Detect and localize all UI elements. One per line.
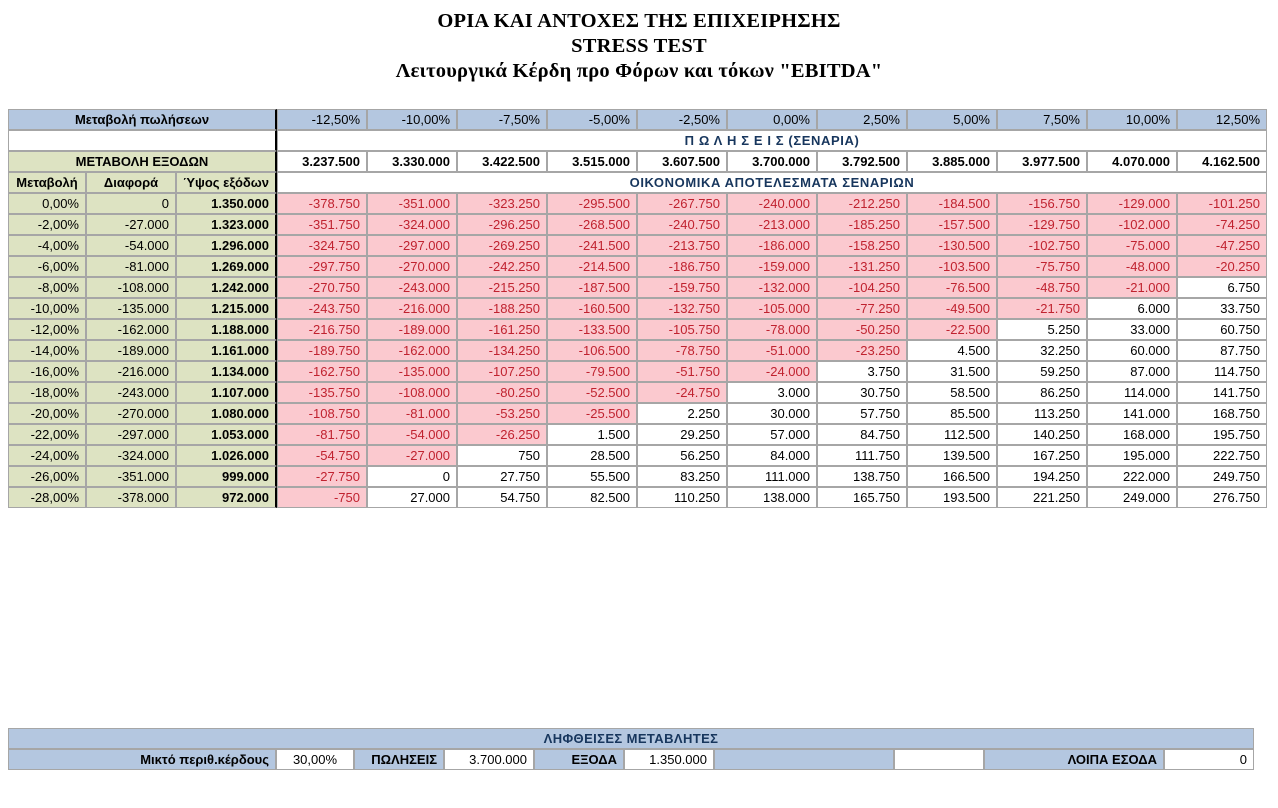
expense-change-header-row [8,151,1267,172]
title-line-1: ΟΡΙΑ ΚΑΙ ΑΝΤΟΧΕΣ ΤΗΣ ΕΠΙΧΕΙΡΗΣΗΣ [437,10,841,32]
variables-table-wrapper [8,728,1254,770]
result-cell-r1-c5: -213.000 [727,214,817,235]
result-cell-r11-c6: 84.750 [817,424,907,445]
result-cell-r3-c8: -75.750 [997,256,1087,277]
result-cell-r3-c6: -131.250 [817,256,907,277]
result-cell-r13-c2: 27.750 [457,466,547,487]
result-cell-r2-c8: -102.750 [997,235,1087,256]
result-cell-r14-c9: 249.000 [1087,487,1177,508]
table-row [8,382,1267,403]
result-cell-r8-c9: 87.000 [1087,361,1177,382]
result-cell-r5-c5: -105.000 [727,298,817,319]
result-cell-r1-c4: -240.750 [637,214,727,235]
result-cell-r9-c4: -24.750 [637,382,727,403]
result-cell-r13-c7: 166.500 [907,466,997,487]
table-row [8,256,1267,277]
result-cell-r12-c6: 111.750 [817,445,907,466]
result-cell-r10-c0: -108.750 [277,403,367,424]
result-cell-r2-c5: -186.000 [727,235,817,256]
table-row [8,424,1267,445]
row-change-5: -10,00% [8,298,86,319]
result-cell-r3-c10: -20.250 [1177,256,1267,277]
table-row [8,361,1267,382]
result-cell-r3-c9: -48.000 [1087,256,1177,277]
row-diff-11: -297.000 [86,424,176,445]
result-cell-r1-c0: -351.750 [277,214,367,235]
row-diff-13: -351.000 [86,466,176,487]
sales-change-pct-9: 10,00% [1087,109,1177,130]
result-cell-r9-c0: -135.750 [277,382,367,403]
result-cell-r3-c5: -159.000 [727,256,817,277]
result-cell-r14-c5: 138.000 [727,487,817,508]
row-expense-level-12: 1.026.000 [176,445,277,466]
result-cell-r14-c1: 27.000 [367,487,457,508]
row-expense-level-2: 1.296.000 [176,235,277,256]
result-cell-r13-c1: 0 [367,466,457,487]
sales-change-pct-1: -10,00% [367,109,457,130]
title-line-3: Λειτουργικά Κέρδη προ Φόρων και τόκων "EBITDA" [395,60,883,82]
result-cell-r8-c3: -79.500 [547,361,637,382]
col-label-diff: Διαφορά [86,172,176,193]
col-label-expense-level: Ύψος εξόδων [176,172,277,193]
row-change-2: -4,00% [8,235,86,256]
row-expense-level-11: 1.053.000 [176,424,277,445]
row-change-11: -22,00% [8,424,86,445]
result-cell-r11-c7: 112.500 [907,424,997,445]
result-cell-r9-c3: -52.500 [547,382,637,403]
row-diff-0: 0 [86,193,176,214]
row-change-9: -18,00% [8,382,86,403]
result-cell-r7-c8: 32.250 [997,340,1087,361]
result-cell-r7-c6: -23.250 [817,340,907,361]
row-change-14: -28,00% [8,487,86,508]
result-cell-r8-c8: 59.250 [997,361,1087,382]
result-cell-r7-c2: -134.250 [457,340,547,361]
result-cell-r1-c7: -157.500 [907,214,997,235]
table-row [8,445,1267,466]
result-cell-r0-c2: -323.250 [457,193,547,214]
result-cell-r6-c0: -216.750 [277,319,367,340]
result-cell-r2-c0: -324.750 [277,235,367,256]
row-diff-3: -81.000 [86,256,176,277]
row-expense-level-0: 1.350.000 [176,193,277,214]
result-cell-r2-c7: -130.500 [907,235,997,256]
result-cell-r0-c4: -267.750 [637,193,727,214]
result-cell-r14-c3: 82.500 [547,487,637,508]
sales-change-pct-7: 5,00% [907,109,997,130]
row-expense-level-14: 972.000 [176,487,277,508]
row-diff-4: -108.000 [86,277,176,298]
result-cell-r5-c2: -188.250 [457,298,547,319]
other-income-label: ΛΟΙΠΑ ΕΣΟΔΑ [984,749,1164,770]
result-cell-r5-c1: -216.000 [367,298,457,319]
result-cell-r4-c9: -21.000 [1087,277,1177,298]
result-cell-r11-c4: 29.250 [637,424,727,445]
sales-band-title: Π Ω Λ Η Σ Ε Ι Σ (ΣΕΝΑΡΙΑ) [277,130,1267,151]
result-cell-r6-c6: -50.250 [817,319,907,340]
sales-value[interactable]: 3.700.000 [444,749,534,770]
result-cell-r9-c2: -80.250 [457,382,547,403]
row-expense-level-4: 1.242.000 [176,277,277,298]
result-cell-r10-c4: 2.250 [637,403,727,424]
result-cell-r6-c8: 5.250 [997,319,1087,340]
result-cell-r7-c4: -78.750 [637,340,727,361]
result-cell-r5-c4: -132.750 [637,298,727,319]
sales-scenario-9: 4.070.000 [1087,151,1177,172]
result-cell-r4-c8: -48.750 [997,277,1087,298]
result-cell-r10-c1: -81.000 [367,403,457,424]
sales-scenario-2: 3.422.500 [457,151,547,172]
result-cell-r9-c1: -108.000 [367,382,457,403]
table-row [8,487,1267,508]
result-cell-r6-c5: -78.000 [727,319,817,340]
sales-change-pct-3: -5,00% [547,109,637,130]
row-change-0: 0,00% [8,193,86,214]
result-cell-r0-c10: -101.250 [1177,193,1267,214]
result-cell-r5-c10: 33.750 [1177,298,1267,319]
result-cell-r8-c10: 114.750 [1177,361,1267,382]
sales-band-row [8,130,1267,151]
result-cell-r12-c10: 222.750 [1177,445,1267,466]
result-cell-r4-c1: -243.000 [367,277,457,298]
result-cell-r4-c3: -187.500 [547,277,637,298]
result-cell-r3-c2: -242.250 [457,256,547,277]
result-cell-r13-c8: 194.250 [997,466,1087,487]
result-cell-r12-c8: 167.250 [997,445,1087,466]
result-cell-r9-c6: 30.750 [817,382,907,403]
table-row [8,193,1267,214]
row-diff-7: -189.000 [86,340,176,361]
result-cell-r4-c10: 6.750 [1177,277,1267,298]
row-diff-2: -54.000 [86,235,176,256]
result-cell-r7-c7: 4.500 [907,340,997,361]
sales-band-left-spacer [8,130,277,151]
result-cell-r4-c7: -76.500 [907,277,997,298]
result-cell-r13-c0: -27.750 [277,466,367,487]
result-cell-r12-c7: 139.500 [907,445,997,466]
result-cell-r1-c9: -102.000 [1087,214,1177,235]
result-cell-r2-c2: -269.250 [457,235,547,256]
result-cell-r0-c6: -212.250 [817,193,907,214]
row-change-13: -26,00% [8,466,86,487]
result-cell-r2-c3: -241.500 [547,235,637,256]
result-cell-r13-c4: 83.250 [637,466,727,487]
result-cell-r11-c10: 195.750 [1177,424,1267,445]
result-cell-r10-c5: 30.000 [727,403,817,424]
sales-change-pct-5: 0,00% [727,109,817,130]
row-expense-level-9: 1.107.000 [176,382,277,403]
result-cell-r0-c5: -240.000 [727,193,817,214]
sales-scenario-1: 3.330.000 [367,151,457,172]
result-cell-r6-c7: -22.500 [907,319,997,340]
result-cell-r8-c6: 3.750 [817,361,907,382]
result-cell-r11-c2: -26.250 [457,424,547,445]
result-cell-r8-c1: -135.000 [367,361,457,382]
result-cell-r2-c6: -158.250 [817,235,907,256]
result-cell-r6-c10: 60.750 [1177,319,1267,340]
row-diff-10: -270.000 [86,403,176,424]
variables-title: ΛΗΦΘΕΙΣΕΣ ΜΕΤΑΒΛΗΤΕΣ [8,728,1254,749]
result-cell-r11-c9: 168.000 [1087,424,1177,445]
result-cell-r12-c5: 84.000 [727,445,817,466]
result-cell-r6-c1: -189.000 [367,319,457,340]
sales-scenario-5: 3.700.000 [727,151,817,172]
result-cell-r2-c1: -297.000 [367,235,457,256]
result-cell-r0-c7: -184.500 [907,193,997,214]
result-cell-r1-c6: -185.250 [817,214,907,235]
row-expense-level-7: 1.161.000 [176,340,277,361]
row-diff-5: -135.000 [86,298,176,319]
result-cell-r7-c10: 87.750 [1177,340,1267,361]
result-cell-r10-c2: -53.250 [457,403,547,424]
result-cell-r14-c8: 221.250 [997,487,1087,508]
result-cell-r2-c10: -47.250 [1177,235,1267,256]
result-cell-r13-c6: 138.750 [817,466,907,487]
sales-change-pct-0: -12,50% [277,109,367,130]
sales-scenario-4: 3.607.500 [637,151,727,172]
row-diff-1: -27.000 [86,214,176,235]
sales-scenario-7: 3.885.000 [907,151,997,172]
result-cell-r3-c0: -297.750 [277,256,367,277]
result-cell-r12-c0: -54.750 [277,445,367,466]
result-cell-r12-c3: 28.500 [547,445,637,466]
row-change-7: -14,00% [8,340,86,361]
result-cell-r11-c5: 57.000 [727,424,817,445]
row-expense-level-5: 1.215.000 [176,298,277,319]
result-cell-r13-c5: 111.000 [727,466,817,487]
main-table-wrapper [8,109,1267,508]
sales-change-header-row [8,109,1267,130]
sales-change-pct-8: 7,50% [997,109,1087,130]
result-cell-r14-c4: 110.250 [637,487,727,508]
result-cell-r12-c2: 750 [457,445,547,466]
table-row [8,403,1267,424]
sales-label: ΠΩΛΗΣΕΙΣ [354,749,444,770]
table-row [8,319,1267,340]
result-cell-r7-c1: -162.000 [367,340,457,361]
result-cell-r5-c9: 6.000 [1087,298,1177,319]
table-row [8,466,1267,487]
sales-change-label: Μεταβολή πωλήσεων [8,109,277,130]
row-change-10: -20,00% [8,403,86,424]
result-cell-r7-c5: -51.000 [727,340,817,361]
result-cell-r7-c9: 60.000 [1087,340,1177,361]
result-cell-r3-c3: -214.500 [547,256,637,277]
table-row [8,277,1267,298]
result-cell-r14-c7: 193.500 [907,487,997,508]
sales-scenario-8: 3.977.500 [997,151,1087,172]
result-cell-r9-c8: 86.250 [997,382,1087,403]
result-cell-r10-c3: -25.500 [547,403,637,424]
sales-scenario-10: 4.162.500 [1177,151,1267,172]
result-cell-r4-c0: -270.750 [277,277,367,298]
result-cell-r14-c0: -750 [277,487,367,508]
result-cell-r4-c6: -104.250 [817,277,907,298]
table-row [8,298,1267,319]
row-expense-level-3: 1.269.000 [176,256,277,277]
result-cell-r12-c1: -27.000 [367,445,457,466]
result-cell-r11-c1: -54.000 [367,424,457,445]
sales-change-pct-6: 2,50% [817,109,907,130]
stress-test-table [8,109,1267,508]
result-cell-r7-c3: -106.500 [547,340,637,361]
result-cell-r14-c6: 165.750 [817,487,907,508]
sales-scenario-6: 3.792.500 [817,151,907,172]
result-cell-r4-c4: -159.750 [637,277,727,298]
result-cell-r2-c4: -213.750 [637,235,727,256]
row-expense-level-13: 999.000 [176,466,277,487]
result-cell-r11-c3: 1.500 [547,424,637,445]
table-row [8,214,1267,235]
row-expense-level-6: 1.188.000 [176,319,277,340]
assumed-variables-table [8,728,1254,770]
result-cell-r5-c0: -243.750 [277,298,367,319]
result-cell-r0-c0: -378.750 [277,193,367,214]
sales-scenario-0: 3.237.500 [277,151,367,172]
result-cell-r1-c3: -268.500 [547,214,637,235]
result-cell-r13-c10: 249.750 [1177,466,1267,487]
gross-margin-label: Μικτό περιθ.κέρδους [8,749,276,770]
sales-change-pct-10: 12,50% [1177,109,1267,130]
result-cell-r5-c6: -77.250 [817,298,907,319]
row-change-3: -6,00% [8,256,86,277]
result-cell-r5-c8: -21.750 [997,298,1087,319]
result-cell-r4-c2: -215.250 [457,277,547,298]
variables-title-row [8,728,1254,749]
row-expense-level-1: 1.323.000 [176,214,277,235]
row-diff-8: -216.000 [86,361,176,382]
result-cell-r1-c2: -296.250 [457,214,547,235]
variables-spacer-1 [714,749,894,770]
row-diff-14: -378.000 [86,487,176,508]
result-cell-r7-c0: -189.750 [277,340,367,361]
sales-scenario-3: 3.515.000 [547,151,637,172]
result-cell-r11-c8: 140.250 [997,424,1087,445]
result-cell-r1-c1: -324.000 [367,214,457,235]
result-cell-r9-c9: 114.000 [1087,382,1177,403]
result-cell-r6-c3: -133.500 [547,319,637,340]
table-row [8,340,1267,361]
result-cell-r10-c9: 141.000 [1087,403,1177,424]
result-cell-r3-c1: -270.000 [367,256,457,277]
row-change-8: -16,00% [8,361,86,382]
result-cell-r5-c3: -160.500 [547,298,637,319]
result-cell-r14-c2: 54.750 [457,487,547,508]
gross-margin-value[interactable]: 30,00% [276,749,354,770]
row-change-4: -8,00% [8,277,86,298]
result-cell-r8-c2: -107.250 [457,361,547,382]
result-cell-r2-c9: -75.000 [1087,235,1177,256]
result-cell-r9-c10: 141.750 [1177,382,1267,403]
sales-change-pct-4: -2,50% [637,109,727,130]
result-cell-r12-c4: 56.250 [637,445,727,466]
col-label-change: Μεταβολή [8,172,86,193]
result-cell-r5-c7: -49.500 [907,298,997,319]
row-change-12: -24,00% [8,445,86,466]
row-change-6: -12,00% [8,319,86,340]
column-labels-row [8,172,1267,193]
result-cell-r0-c1: -351.000 [367,193,457,214]
result-cell-r9-c7: 58.500 [907,382,997,403]
result-cell-r4-c5: -132.000 [727,277,817,298]
page-title [0,0,1278,84]
result-cell-r10-c10: 168.750 [1177,403,1267,424]
results-band-title: ΟΙΚΟΝΟΜΙΚΑ ΑΠΟΤΕΛΕΣΜΑΤΑ ΣΕΝΑΡΙΩΝ [277,172,1267,193]
row-expense-level-10: 1.080.000 [176,403,277,424]
result-cell-r0-c3: -295.500 [547,193,637,214]
sales-change-pct-2: -7,50% [457,109,547,130]
other-income-value[interactable]: 0 [1164,749,1254,770]
result-cell-r8-c5: -24.000 [727,361,817,382]
row-expense-level-8: 1.134.000 [176,361,277,382]
result-cell-r10-c8: 113.250 [997,403,1087,424]
result-cell-r3-c4: -186.750 [637,256,727,277]
table-row [8,235,1267,256]
result-cell-r1-c8: -129.750 [997,214,1087,235]
result-cell-r10-c6: 57.750 [817,403,907,424]
result-cell-r3-c7: -103.500 [907,256,997,277]
result-cell-r10-c7: 85.500 [907,403,997,424]
result-cell-r13-c3: 55.500 [547,466,637,487]
variables-value-row [8,749,1254,770]
result-cell-r1-c10: -74.250 [1177,214,1267,235]
row-change-1: -2,00% [8,214,86,235]
result-cell-r13-c9: 222.000 [1087,466,1177,487]
result-cell-r8-c0: -162.750 [277,361,367,382]
result-cell-r0-c8: -156.750 [997,193,1087,214]
result-cell-r0-c9: -129.000 [1087,193,1177,214]
expenses-value[interactable]: 1.350.000 [624,749,714,770]
expenses-label: ΕΞΟΔΑ [534,749,624,770]
expense-change-label: ΜΕΤΑΒΟΛΗ ΕΞΟΔΩΝ [8,151,277,172]
title-line-2: STRESS TEST [571,35,707,57]
row-diff-12: -324.000 [86,445,176,466]
result-cell-r6-c2: -161.250 [457,319,547,340]
result-cell-r6-c4: -105.750 [637,319,727,340]
row-diff-6: -162.000 [86,319,176,340]
result-cell-r9-c5: 3.000 [727,382,817,403]
result-cell-r8-c7: 31.500 [907,361,997,382]
result-cell-r6-c9: 33.000 [1087,319,1177,340]
result-cell-r8-c4: -51.750 [637,361,727,382]
row-diff-9: -243.000 [86,382,176,403]
result-cell-r12-c9: 195.000 [1087,445,1177,466]
variables-empty-cell[interactable] [894,749,984,770]
result-cell-r11-c0: -81.750 [277,424,367,445]
result-cell-r14-c10: 276.750 [1177,487,1267,508]
